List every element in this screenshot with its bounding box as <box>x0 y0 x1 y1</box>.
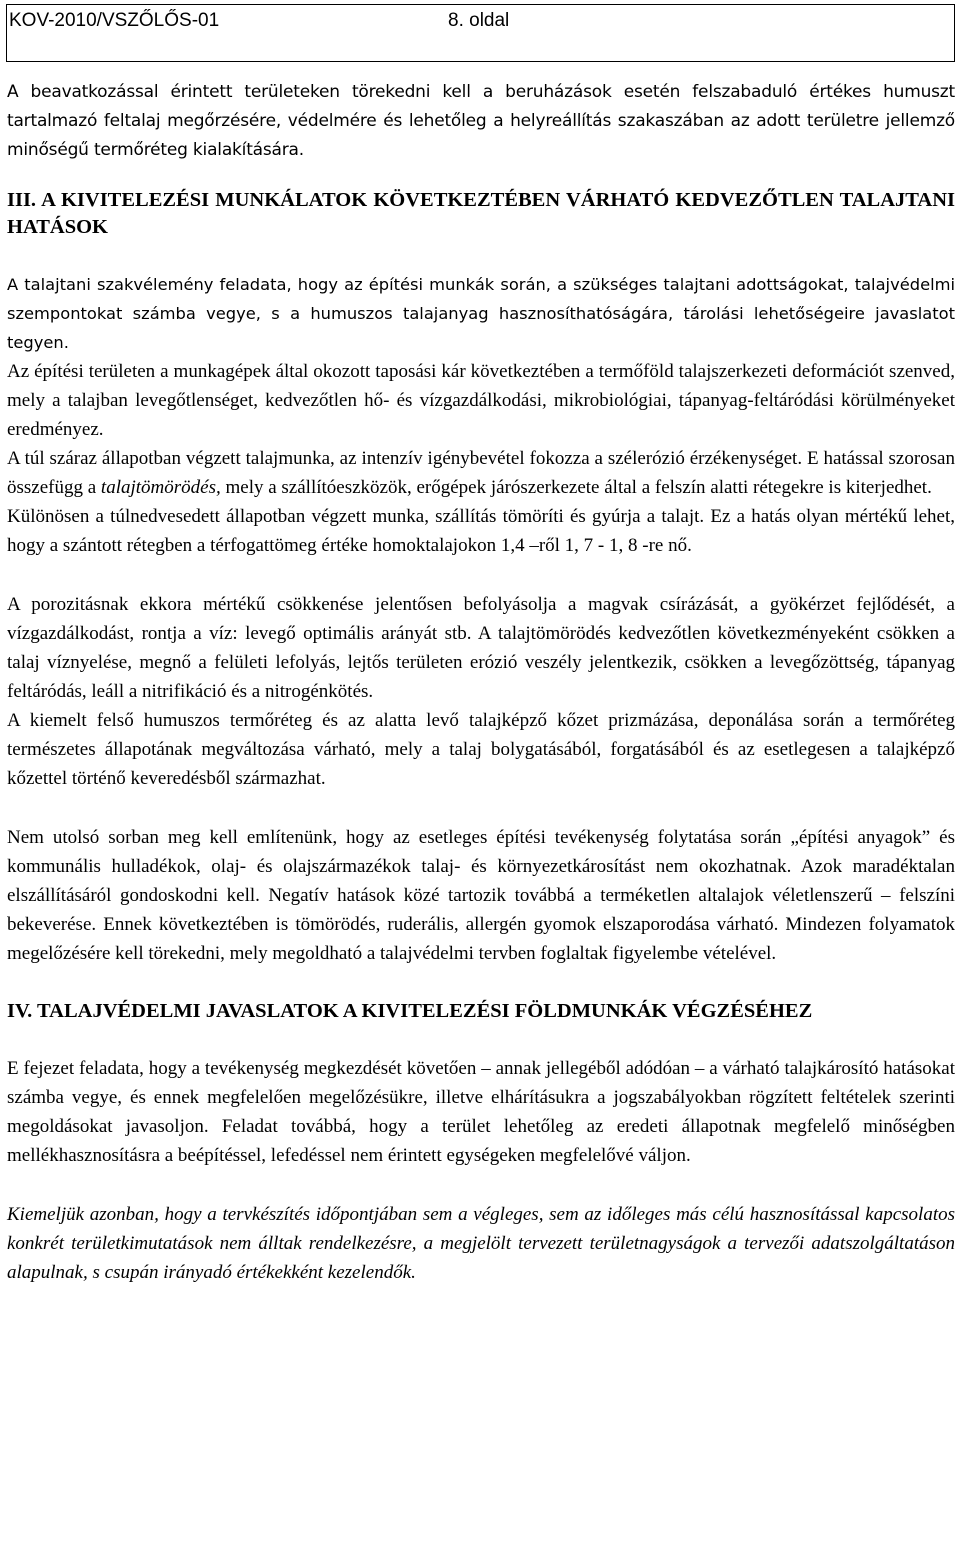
document-id: KOV-2010/VSZŐLŐS-01 <box>9 10 220 31</box>
page-header <box>6 4 955 62</box>
page-number: 8. oldal <box>448 10 510 31</box>
section-3-paragraph-6: A kiemelt felső humuszos termőréteg és az alatta levő talajképző kőzet prizmázása, deponálása során a termőréteg természetes állapotának megváltozása várható, mely a talaj bolygatásából, forgatásából és az esetlegesen a talajképző kőzettel történő keveredésből származhat. <box>7 710 955 789</box>
section-3-paragraph-5: A porozitásnak ekkora mértékű csökkenése jelentősen befolyásolja a magvak csírázását, a gyökérzet fejlődését, a vízgazdálkodást, rontja a víz: levegő optimális arányát stb. A talajtömörödés kedvezőtlen következményeként csökken a talaj víznyelése, megnő a felületi lefolyás, lejtős területen erózió veszély jelentkezik, csökken a levegőzöttség, tápanyag feltáródás, leáll a nitrifikáció és a nitrogénkötés. <box>7 594 955 702</box>
section-4-title: IV. TALAJVÉDELMI JAVASLATOK A KIVITELEZÉSI FÖLDMUNKÁK VÉGZÉSÉHEZ <box>7 1000 813 1022</box>
emphasis-talajtomorodes: talajtömörödés, <box>100 477 221 498</box>
section-3-paragraph-1: A talajtani szakvélemény feladata, hogy az építési munkák során, a szükséges talajtani adottságokat, talajvédelmi szempontokat számba vegye, s a humuszos talajanyag hasznosíthatóságára, tárolási lehetőségeire javaslatot tegyen. <box>7 275 955 352</box>
section-3-title: III. A KIVITELEZÉSI MUNKÁLATOK KÖVETKEZTÉBEN VÁRHATÓ KEDVEZŐTLEN TALAJTANI HATÁSOK <box>7 189 955 238</box>
section-3-paragraph-4: Különösen a túlnedvesedett állapotban végzett munka, szállítás tömöríti és gyúrja a talajt. Ez a hatás olyan mértékű lehet, hogy a szántott rétegben a térfogattömeg értéke homoktalajokon 1,4 –ről 1, 7 - 1, 8 -re nő. <box>7 506 955 556</box>
document-body <box>7 78 955 1287</box>
section-3-paragraph-7: Nem utolsó sorban meg kell említenünk, hogy az esetleges építési tevékenység folytatása során „építési anyagok” és kommunális hulladékok, olaj- és olajszármazékok talaj- és környezetkárosítást nem okozhatnak. Azok maradéktalan elszállításáról gondoskodni kell. Negatív hatások közé tartozik továbbá a terméketlen altalajok véletlenszerű – felszíni bekeverése. Ennek következtében is tömörödés, ruderális, allergén gyomok elszaporodása várható. Mindezen folyamatok megelőzésére kell törekedni, mely megoldható a talajvédelmi tervben foglaltak figyelembe vételével. <box>7 827 955 964</box>
section-3-paragraph-3: A túl száraz állapotban végzett talajmunka, az intenzív igénybevétel fokozza a szélerózió érzékenységet. E hatással szorosan összefügg a talajtömörödés, mely a szállítóeszközök, erőgépek járószerkezete által a felszín alatti rétegekre is kiterjedhet. <box>7 448 955 498</box>
section-4-paragraph-2: Kiemeljük azonban, hogy a tervkészítés időpontjában sem a végleges, sem az időleges más célú hasznosítással kapcsolatos konkrét területkimutatások nem álltak rendelkezésre, a megjelölt tervezett területnagyságok a tervezői adatszolgáltatáson alapulnak, s csupán irányadó értékekként kezelendők. <box>7 1204 955 1283</box>
section-4-paragraph-1: E fejezet feladata, hogy a tevékenység megkezdését követően – annak jellegéből adódóan – a várható talajkárosító hatásokat számba vegye, és ennek megfelelően megelőzésükre, illetve elhárításukra a jogszabályokban rögzített feltételek szerinti megoldásokat javasoljon. Feladat továbbá, hogy a terület lehetőleg az eredeti állapotnak megfelelő minőségben mellékhasznosításra a beépítéssel, lefedéssel nem érintett egységeken megfelelővé váljon. <box>7 1058 955 1166</box>
section-3-paragraph-2: Az építési területen a munkagépek által okozott taposási kár következtében a termőföld talajszerkezeti deformációt szenved, mely a talajban levegőtlenséget, kedvezőtlen hő- és vízgazdálkodási, mikrobiológiai, tápanyag-feltáródási körülményeket eredményez. <box>7 361 955 440</box>
intro-paragraph: A beavatkozással érintett területeken törekedni kell a beruházások esetén felszabaduló értékes humuszt tartalmazó feltalaj megőrzésére, védelmére és lehetőleg a helyreállítás szakaszában az adott területre jellemző minőségű termőréteg kialakítására. <box>7 82 955 160</box>
